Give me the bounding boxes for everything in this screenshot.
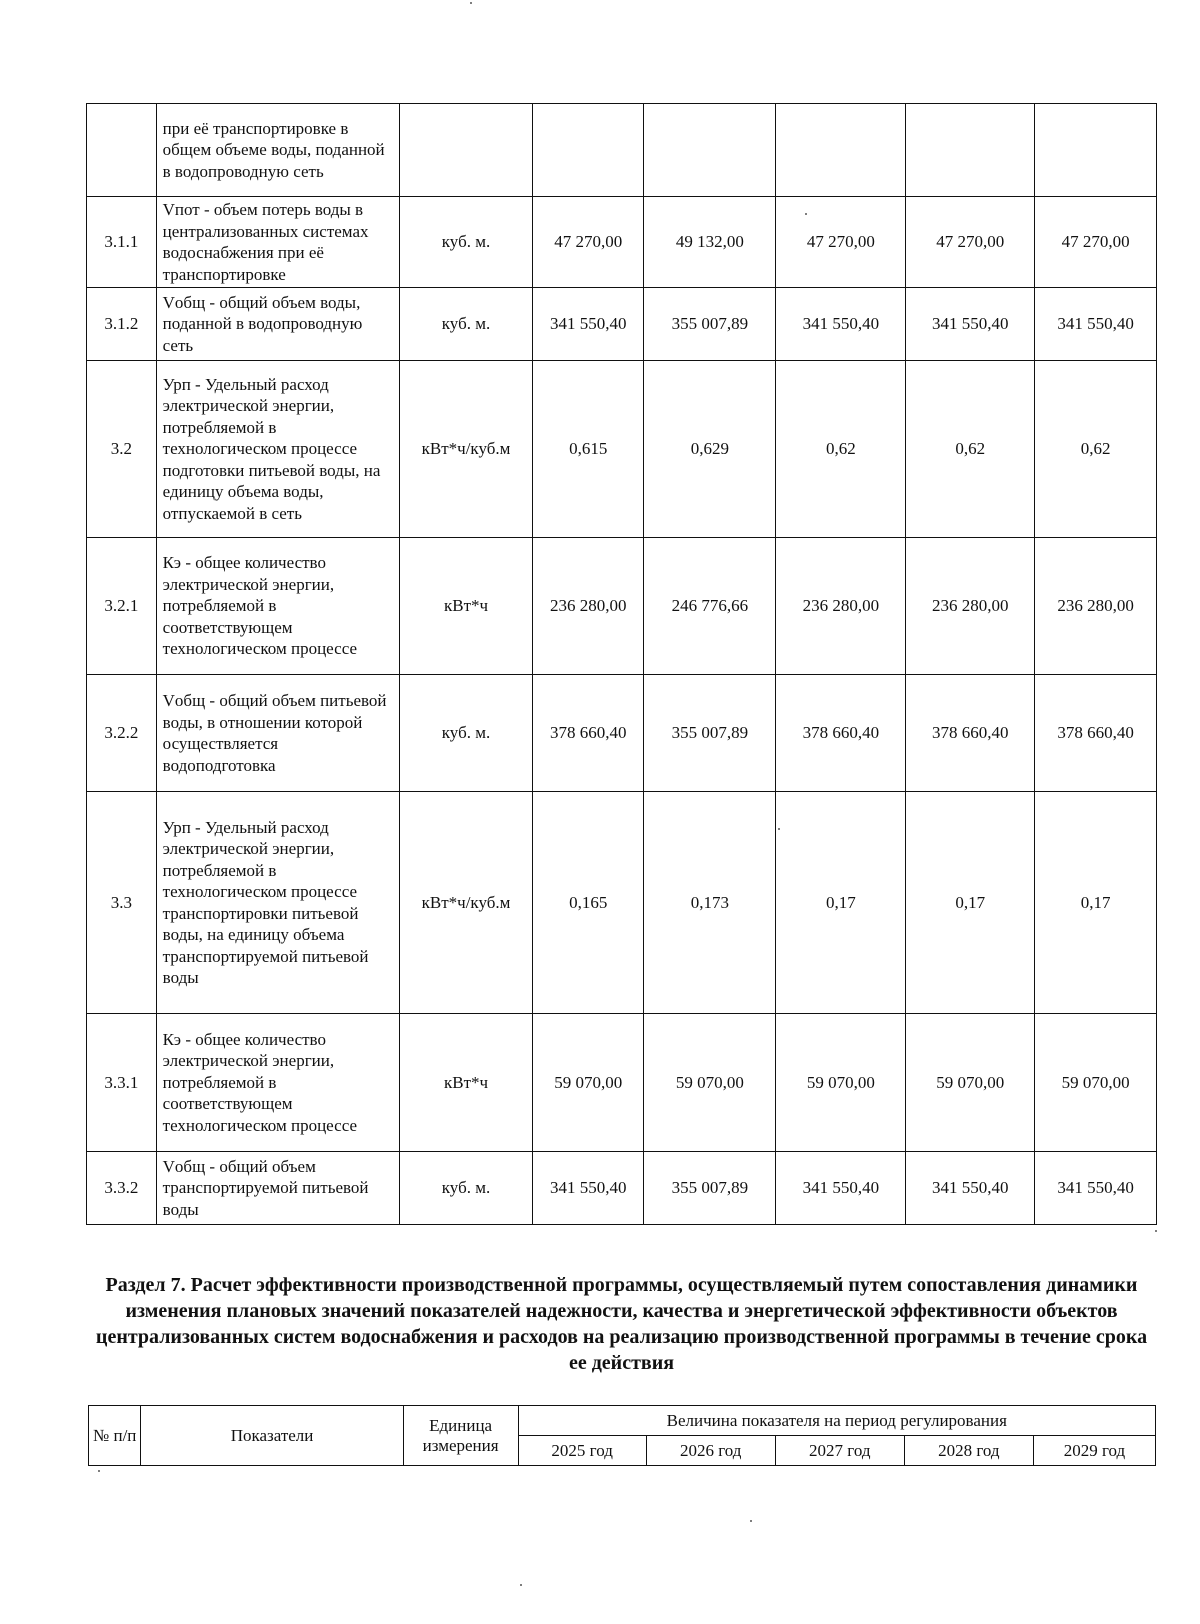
value-2028 [906, 104, 1035, 197]
row-number: 3.3.2 [87, 1152, 157, 1225]
value-2028: 341 550,40 [906, 288, 1035, 361]
value-2025: 341 550,40 [533, 288, 644, 361]
value-2026: 355 007,89 [644, 1152, 776, 1225]
value-2028: 0,62 [906, 361, 1035, 538]
value-2029: 0,17 [1035, 792, 1157, 1014]
row-number: 3.3 [87, 792, 157, 1014]
row-number: 3.2 [87, 361, 157, 538]
value-2028: 0,17 [906, 792, 1035, 1014]
table-row [87, 197, 1157, 288]
indicators-table [86, 103, 1157, 1225]
row-unit: кВт*ч [399, 538, 532, 675]
row-unit: кВт*ч/куб.м [399, 792, 532, 1014]
table-row [87, 675, 1157, 792]
scan-speck [520, 1584, 522, 1586]
value-2029: 236 280,00 [1035, 538, 1157, 675]
row-unit: кВт*ч [399, 1014, 532, 1152]
table-row [87, 1014, 1157, 1152]
row-number [87, 104, 157, 197]
header-unit: Единица измерения [403, 1406, 518, 1466]
header-year-2029: 2029 год [1033, 1436, 1155, 1466]
header-indicators: Показатели [141, 1406, 403, 1466]
table-row [87, 104, 1157, 197]
value-2029: 378 660,40 [1035, 675, 1157, 792]
row-description: Vпот - объем потерь воды в централизованных системах водоснабжения при её транспортировке [156, 197, 399, 288]
scan-speck [778, 828, 780, 830]
value-2027: 236 280,00 [776, 538, 906, 675]
row-number: 3.1.2 [87, 288, 157, 361]
table-row [87, 538, 1157, 675]
value-2025: 236 280,00 [533, 538, 644, 675]
value-2026: 0,173 [644, 792, 776, 1014]
value-2025: 0,165 [533, 792, 644, 1014]
row-unit: куб. м. [399, 197, 532, 288]
section-7-table-header [88, 1405, 1156, 1466]
row-unit: куб. м. [399, 675, 532, 792]
table-row [87, 1152, 1157, 1225]
value-2027: 378 660,40 [776, 675, 906, 792]
value-2025: 47 270,00 [533, 197, 644, 288]
value-2029 [1035, 104, 1157, 197]
row-description: Урп - Удельный расход электрической энергии, потребляемой в технологическом процессе подготовки питьевой воды, на единицу объема воды, отпускаемой в сеть [156, 361, 399, 538]
row-unit: куб. м. [399, 1152, 532, 1225]
header-number: № п/п [89, 1406, 141, 1466]
header-period: Величина показателя на период регулирования [518, 1406, 1155, 1436]
header-year-2027: 2027 год [775, 1436, 904, 1466]
value-2026 [644, 104, 776, 197]
row-number: 3.2.1 [87, 538, 157, 675]
row-number: 3.3.1 [87, 1014, 157, 1152]
value-2027: 341 550,40 [776, 1152, 906, 1225]
row-number: 3.1.1 [87, 197, 157, 288]
table-row [87, 288, 1157, 361]
value-2028: 378 660,40 [906, 675, 1035, 792]
value-2028: 341 550,40 [906, 1152, 1035, 1225]
value-2028: 59 070,00 [906, 1014, 1035, 1152]
value-2025 [533, 104, 644, 197]
value-2025: 378 660,40 [533, 675, 644, 792]
row-unit: кВт*ч/куб.м [399, 361, 532, 538]
scan-speck [750, 1520, 752, 1522]
row-description: Vобщ - общий объем питьевой воды, в отношении которой осуществляется водоподготовка [156, 675, 399, 792]
row-unit: куб. м. [399, 288, 532, 361]
row-unit [399, 104, 532, 197]
row-description: Кэ - общее количество электрической энергии, потребляемой в соответствующем технологическом процессе [156, 538, 399, 675]
header-year-2028: 2028 год [904, 1436, 1033, 1466]
value-2026: 0,629 [644, 361, 776, 538]
value-2027: 0,62 [776, 361, 906, 538]
value-2027: 47 270,00 [776, 197, 906, 288]
value-2025: 0,615 [533, 361, 644, 538]
value-2027: 0,17 [776, 792, 906, 1014]
value-2029: 47 270,00 [1035, 197, 1157, 288]
row-description: Vобщ - общий объем воды, поданной в водопроводную сеть [156, 288, 399, 361]
row-description: Урп - Удельный расход электрической энергии, потребляемой в технологическом процессе транспортировки питьевой воды, на единицу объема транспортируемой питьевой воды [156, 792, 399, 1014]
value-2027: 341 550,40 [776, 288, 906, 361]
row-description: Vобщ - общий объем транспортируемой питьевой воды [156, 1152, 399, 1225]
header-year-2025: 2025 год [518, 1436, 646, 1466]
value-2026: 246 776,66 [644, 538, 776, 675]
value-2027: 59 070,00 [776, 1014, 906, 1152]
header-year-2026: 2026 год [646, 1436, 775, 1466]
value-2029: 0,62 [1035, 361, 1157, 538]
scan-speck [805, 213, 807, 215]
value-2026: 59 070,00 [644, 1014, 776, 1152]
scan-speck [1155, 1230, 1157, 1232]
scan-speck [470, 2, 472, 4]
section-7-heading: Раздел 7. Расчет эффективности производственной программы, осуществляемый путем сопоставления динамики изменения плановых значений показателей надежности, качества и энергетической эффективности объектов централизованных систем водоснабжения и расходов на реализацию производственной программы в течение срока ее действия [95, 1274, 1148, 1374]
value-2028: 236 280,00 [906, 538, 1035, 675]
table-row [87, 792, 1157, 1014]
value-2029: 341 550,40 [1035, 288, 1157, 361]
value-2029: 59 070,00 [1035, 1014, 1157, 1152]
value-2025: 59 070,00 [533, 1014, 644, 1152]
value-2026: 355 007,89 [644, 288, 776, 361]
value-2025: 341 550,40 [533, 1152, 644, 1225]
table-row [87, 361, 1157, 538]
value-2026: 355 007,89 [644, 675, 776, 792]
value-2028: 47 270,00 [906, 197, 1035, 288]
row-description: Кэ - общее количество электрической энергии, потребляемой в соответствующем технологическом процессе [156, 1014, 399, 1152]
scan-speck [98, 1470, 100, 1472]
value-2026: 49 132,00 [644, 197, 776, 288]
value-2029: 341 550,40 [1035, 1152, 1157, 1225]
value-2027 [776, 104, 906, 197]
row-description: при её транспортировке в общем объеме воды, поданной в водопроводную сеть [156, 104, 399, 197]
row-number: 3.2.2 [87, 675, 157, 792]
